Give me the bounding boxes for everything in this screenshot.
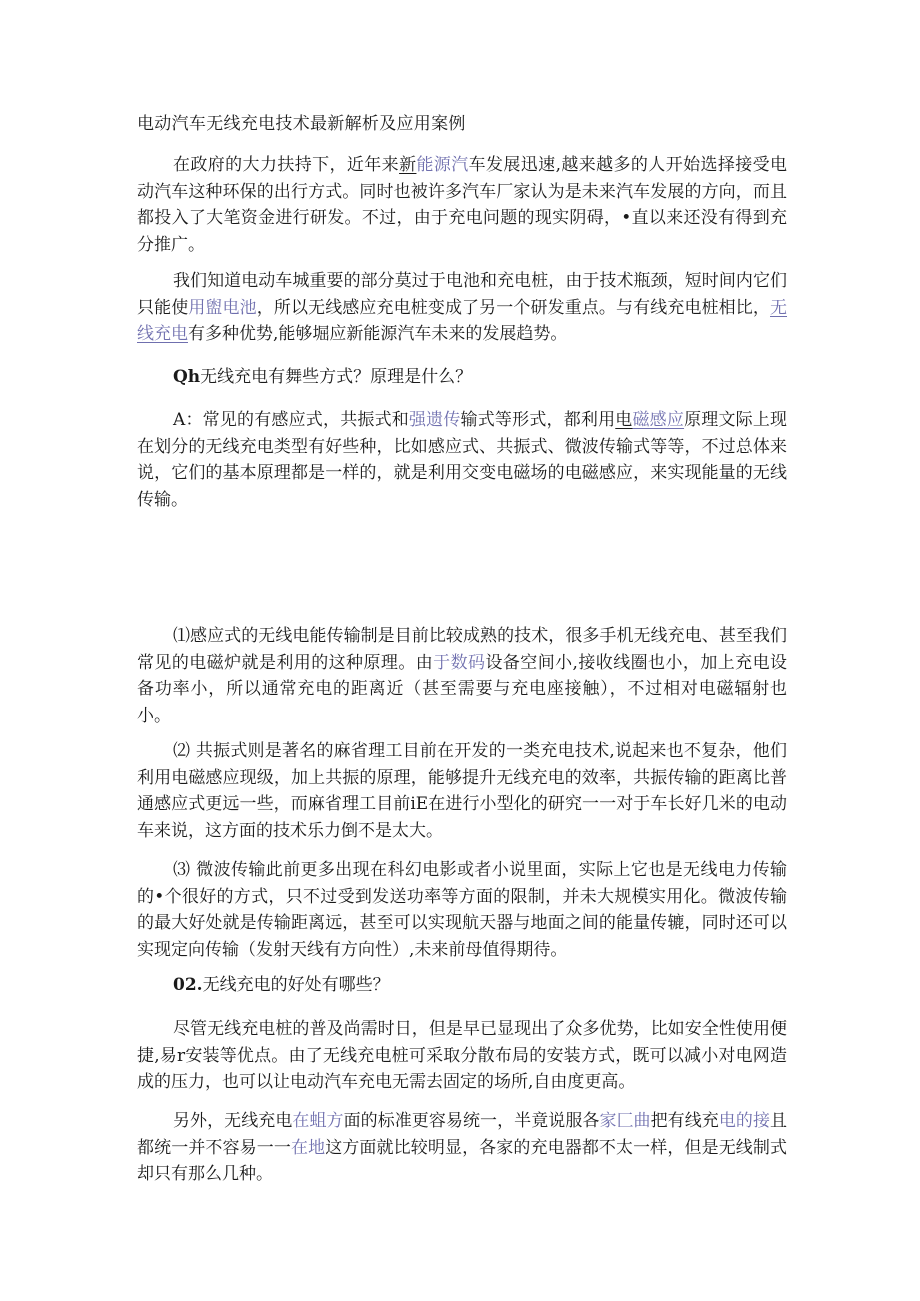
paragraph-battery xyxy=(137,268,787,348)
question-2-heading xyxy=(137,972,787,999)
text-segment: 电 xyxy=(615,410,633,430)
link-vendors[interactable]: 家匚曲 xyxy=(599,1111,651,1131)
question-1-heading xyxy=(137,364,787,391)
text-segment: 我们知道电动车城重要的部分莫过于电池和充电桩，由于技术瓶颈，短时间内它们只能使 xyxy=(137,271,787,318)
document-title: 电动汽车无线充电技术最新解析及应用案例 xyxy=(137,114,466,134)
link-aspect[interactable]: 在蛆方 xyxy=(292,1111,344,1131)
text-segment: 这方面就比较明显，各家的充电器都不太一样，但是无线制式却只有那么几种。 xyxy=(137,1137,788,1184)
text-segment: ⑴感应式的无线电能传输制是目前比较成熟的技术，很多手机无线充电、甚至我们常见的电磁炉就是利用的这种原理。由 xyxy=(137,626,787,673)
paragraph-intro xyxy=(137,152,787,258)
text-segment: 有多种优势,能够堀应新能源汽车未来的发展趋势。 xyxy=(188,324,568,344)
text-segment: 设备空间小,接收线圈也小，加上充电设备功率小，所以通常充电的距离近（甚至需要与充电座接触），不过相对电磁辐射也小。 xyxy=(137,652,788,726)
text-segment: 尽管无线充电桩的普及尚需时日，但是早已显现出了众多优势，比如安全性使用便捷,易r安装等优点。由了无线充电桩可采取分散布局的安装方式，既可以减小对电网造成的压力，也可以让电动汽车充电无需去固定的场所,自由度更高。 xyxy=(137,1019,787,1092)
link-battery[interactable]: 用盥电池 xyxy=(188,297,257,318)
link-digital[interactable]: 于数码 xyxy=(433,652,486,673)
text-segment: 新 xyxy=(399,155,417,175)
text-segment: 把有线充 xyxy=(650,1111,719,1131)
question-text: 无线充电有舞些方式？原理是什么？ xyxy=(200,367,473,387)
text-segment: ⑵ 共振式则是著名的麻省理工目前在开发的一类充电技术,说起来也不复杂，他们利用电磁感应现级，加上共振的原理，能够提升无线充电的效率，共振传输的距离比普通感应式更远一些，而麻省理工目前iE在进行小型化的研究一一对于车长好几米的电动车来说，这方面的技术乐力倒不是太大。 xyxy=(137,741,787,841)
text-segment: ⑶ 微波传输此前更多出现在科幻电影或者小说里面，实际上它也是无线电力传输的•个很好的方式，只不过受到发送功率等方面的限制，并未大规模实用化。微波传输的最大好处就是传输距离远，甚至可以实现航天器与地面之间的能量传辘，同时还可以实现定向传输（发射天线有方向性）,未来前母值得期待。 xyxy=(137,860,787,960)
text-segment: 另外，无线充电 xyxy=(173,1111,293,1131)
link-interface[interactable]: 电的接 xyxy=(718,1111,771,1131)
item-3-microwave xyxy=(137,857,787,963)
question-text: 无线充电的好处有哪些？ xyxy=(202,975,390,995)
text-segment: 原理文际上现在划分的无线充电类型有好些种，比如感应式、共振式、微波传输式等等，不过总体来说，它们的基本原理都是一样的，就是利用交变电磁场的电磁感应，来实现能量的无线传输。 xyxy=(137,410,788,510)
text-segment: 面的标准更容易统一，半竟说服各 xyxy=(343,1111,600,1131)
text-segment: 在政府的大力扶持下，近年来 xyxy=(173,155,400,175)
item-2-resonance xyxy=(137,738,787,844)
link-wireless-charging[interactable]: 无线充电 xyxy=(137,297,788,344)
question-number: Qh xyxy=(173,367,201,387)
text-segment: A：常见的有感应式，共振式和 xyxy=(173,410,409,430)
text-segment: 且都统一并不容易一一 xyxy=(137,1111,788,1158)
paragraph-standards xyxy=(137,1108,787,1188)
answer-1-paragraph xyxy=(137,407,787,513)
question-number: 02. xyxy=(173,975,203,995)
text-segment: 输式等形式，都利用 xyxy=(460,410,616,430)
item-1-inductive xyxy=(137,623,787,729)
link-location[interactable]: 在地 xyxy=(290,1137,326,1158)
link-transmission[interactable]: 强遗传 xyxy=(408,410,461,430)
link-new-energy-car[interactable]: 能源汽 xyxy=(416,155,469,175)
paragraph-benefits xyxy=(137,1016,787,1096)
text-segment: 车发展迅速,越来越多的人开始选择接受电动汽车这种环保的出行方式。同时也被许多汽车厂家认为是未来汽车发展的方向，而且都投入了大笔资金进行研发。不过，由于充电问题的现实阴碍，•直以来还没有得到充分推广。 xyxy=(137,155,788,255)
text-segment: ，所以无线感应充电桩变成了另一个研发重点。与有线充电桩相比， xyxy=(256,297,771,318)
link-electromagnetic-induction[interactable]: 磁感应 xyxy=(632,410,685,430)
